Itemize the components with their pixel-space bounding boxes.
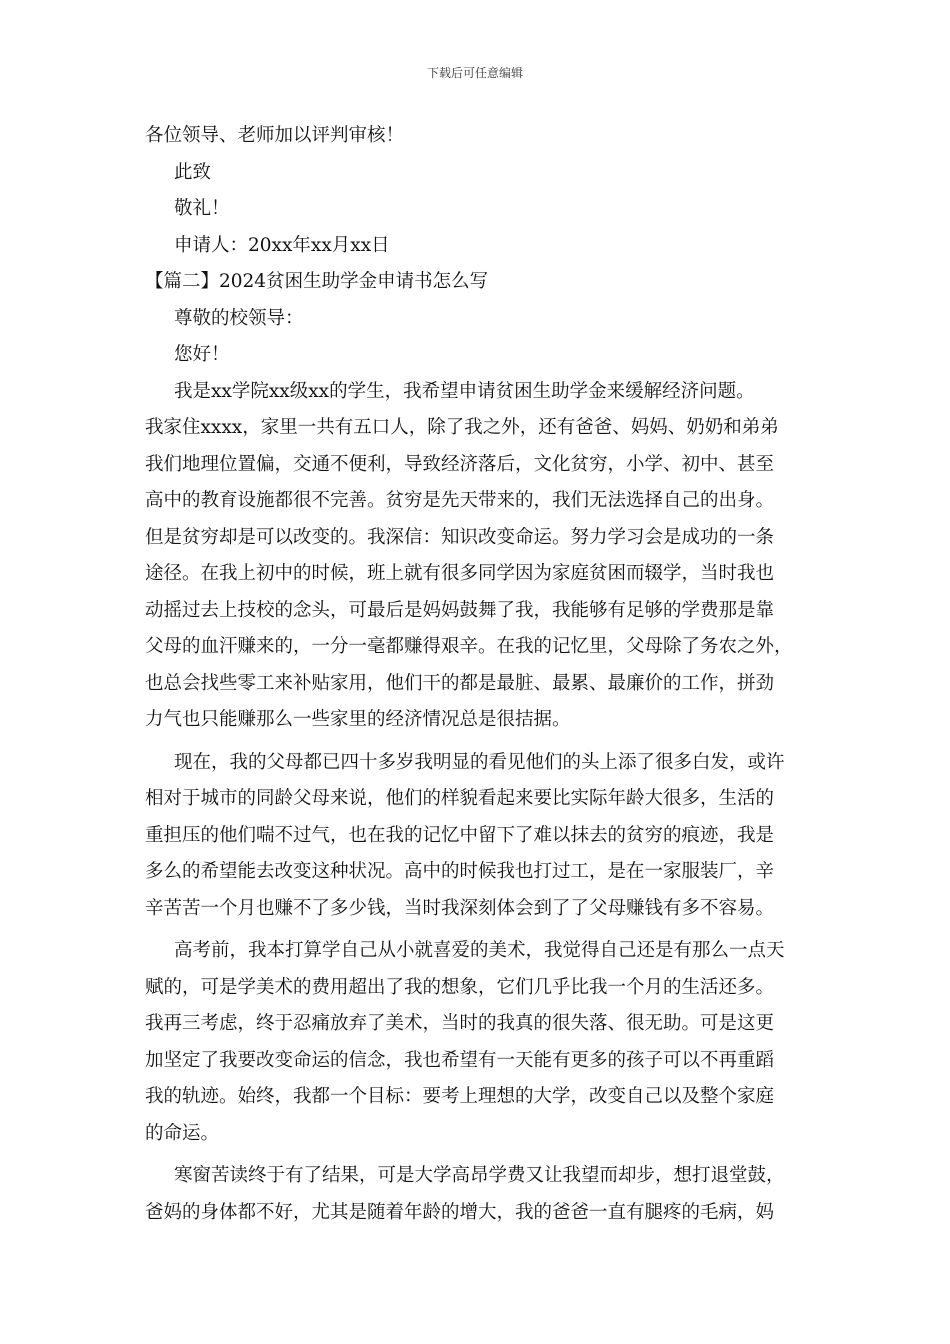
closing-line: 此致: [174, 161, 212, 183]
paragraph-4: [145, 1158, 815, 1231]
paragraph-line: 现在，我的父母都已四十多岁我明显的看见他们的头上添了很多白发，或许: [174, 751, 785, 773]
paragraph-line: 重担压的他们喘不过气，也在我的记忆中留下了难以抹去的贫穷的痕迹，我是: [145, 824, 775, 846]
text-line: 各位领导、老师加以评判审核！: [145, 125, 405, 146]
paragraph-line: 寒窗苦读终于有了结果，可是大学高昂学费又让我望而却步，想打退堂鼓，: [174, 1165, 785, 1186]
paragraph-line: 高考前，我本打算学自己从小就喜爱的美术，我觉得自己还是有那么一点天: [174, 940, 785, 961]
document-body: [145, 118, 815, 1231]
greeting-line: 尊敬的校领导：: [174, 307, 304, 329]
paragraph-line: 相对于城市的同龄父母来说，他们的样貌看起来要比实际年龄大很多，生活的: [145, 788, 775, 809]
paragraph-line: 高中的教育设施都很不完善。贫穷是先天带来的，我们无法选择自己的出身。: [145, 490, 775, 511]
paragraph-line: 赋的，可是学美术的费用超出了我的想象，它们几乎比我一个月的生活还多。: [145, 976, 775, 998]
paragraph-line: 但是贫穷却是可以改变的。我深信：知识改变命运。努力学习会是成功的一条: [145, 526, 775, 548]
paragraph-2: [145, 745, 815, 928]
paragraph-line: 我是xx学院xx级xx的学生，我希望申请贫困生助学金来缓解经济问题。: [174, 380, 755, 402]
salute-line: 敬礼！: [174, 198, 230, 219]
paragraph-line: 动摇过去上技校的念头，可最后是妈妈鼓舞了我，我能够有足够的学费那是靠: [145, 599, 775, 621]
paragraph-line: 途径。在我上初中的时候，班上就有很多同学因为家庭贫困而辍学，当时我也: [145, 563, 775, 584]
greeting-line-2: 您好！: [174, 344, 230, 365]
paragraph-line: 多么的希望能去改变这种状况。高中的时候我也打过工，是在一家服装厂，辛: [145, 861, 775, 882]
paragraph-line: 的命运。: [145, 1122, 220, 1144]
paragraph-line: 我的轨迹。始终，我都一个目标：要考上理想的大学，改变自己以及整个家庭: [145, 1086, 775, 1107]
paragraph-line: 力气也只能赚那么一些家里的经济情况总是很拮据。: [145, 709, 571, 730]
paragraph-3: [145, 933, 815, 1152]
paragraph-line: 我再三考虑，终于忍痛放弃了美术，当时的我真的很失落、很无助。可是这更: [145, 1013, 775, 1034]
applicant-line: 申请人：20xx年xx月xx日: [174, 234, 390, 256]
page-header: 下载后可任意编辑: [426, 66, 523, 80]
paragraph-line: 也总会找些零工来补贴家用，他们干的都是最脏、最累、最廉价的工作，拼劲: [145, 672, 775, 694]
paragraph-line: 加坚定了我要改变命运的信念，我也希望有一天能有更多的孩子可以不再重蹈: [145, 1049, 775, 1071]
paragraph-line: 我家住xxxx，家里一共有五口人，除了我之外，还有爸爸、妈妈、奶奶和弟弟: [145, 417, 779, 438]
paragraph-line: 爸妈的身体都不好，尤其是随着年龄的增大，我的爸爸一直有腿疼的毛病，妈: [145, 1201, 775, 1223]
paragraph-line: 我们地理位置偏，交通不便利，导致经济落后，文化贫穷，小学、初中、甚至: [145, 453, 775, 475]
paragraph-line: 父母的血汗赚来的，一分一毫都赚得艰辛。在我的记忆里，父母除了务农之外，: [145, 636, 793, 657]
section-title: 【篇二】2024贫困生助学金申请书怎么写: [145, 271, 489, 292]
paragraph-line: 辛苦苦一个月也赚不了多少钱，当时我深刻体会到了了父母赚钱有多不容易。: [145, 897, 775, 919]
paragraph-1: [145, 374, 815, 739]
